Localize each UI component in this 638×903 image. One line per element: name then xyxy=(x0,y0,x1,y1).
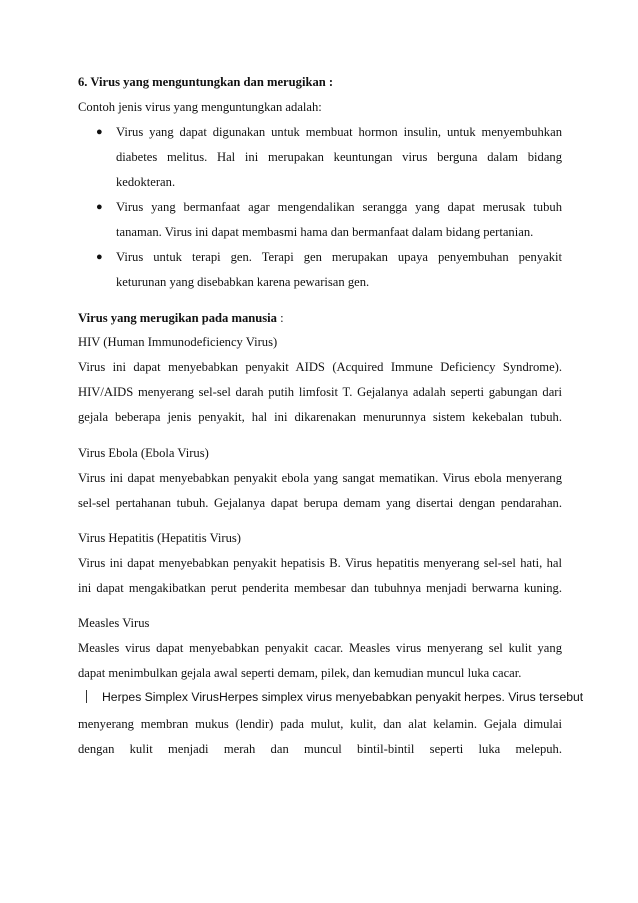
herpes-line-1: Herpes Simplex VirusHerpes simplex virus menyebabkan penyakit herpes. Virus tersebut xyxy=(102,690,584,704)
bullet-icon: ● xyxy=(96,251,103,263)
bullet-2-line-2: tanaman. Virus ini dapat membasmi hama dan bermanfaat dalam bidang pertanian. xyxy=(116,225,534,239)
hiv-line-3: gejala beberapa jenis penyakit, hal ini dikarenakan menurunnya sistem kekebalan tubuh. xyxy=(78,410,562,424)
hiv-line-1: Virus ini dapat menyebabkan penyakit AIDS (Acquired Immune Deficiency Syndrome). xyxy=(78,360,562,374)
herpes-line-2: menyerang membran mukus (lendir) pada mulut, kulit, dan alat kelamin. Gejala dimulai xyxy=(78,717,562,731)
bullet-3-line-2: keturunan yang disebabkan karena pewarisan gen. xyxy=(116,275,370,289)
harmful-heading-colon: : xyxy=(276,311,284,325)
bullet-2-line-1: Virus yang bermanfaat agar mengendalikan serangga yang dapat merusak tubuh xyxy=(116,200,562,214)
hiv-title: HIV (Human Immunodeficiency Virus) xyxy=(78,335,278,349)
bullet-1-line-1: Virus yang dapat digunakan untuk membuat hormon insulin, untuk menyembuhkan xyxy=(116,125,562,139)
bullet-icon: ● xyxy=(96,126,103,138)
harmful-heading-label: Virus yang merugikan pada manusia xyxy=(78,311,277,325)
bullet-icon: ● xyxy=(96,201,103,213)
ebola-line-1: Virus ini dapat menyebabkan penyakit ebola yang sangat mematikan. Virus ebola menyerang xyxy=(78,471,562,485)
harmful-heading xyxy=(78,310,562,326)
bullet-1-line-2: diabetes melitus. Hal ini merupakan keuntungan virus berguna dalam bidang xyxy=(116,150,562,164)
ebola-title: Virus Ebola (Ebola Virus) xyxy=(78,446,209,460)
measles-line-2: dapat menimbulkan gejala awal seperti demam, pilek, dan kemudian muncul luka cacar. xyxy=(78,666,522,680)
bullet-3-line-1: Virus untuk terapi gen. Terapi gen merupakan upaya penyembuhan penyakit xyxy=(116,250,562,264)
hepatitis-line-1: Virus ini dapat menyebabkan penyakit hepatisis B. Virus hepatitis menyerang sel-sel hati, hal xyxy=(78,556,562,570)
ebola-line-2: sel-sel pertahanan tubuh. Gejalanya dapat berupa demam yang disertai dengan pendarahan. xyxy=(78,496,562,510)
herpes-line-3: dengan kulit menjadi merah dan muncul bintil-bintil seperti luka melepuh. xyxy=(78,742,562,756)
section-heading: 6. Virus yang menguntungkan dan merugikan : xyxy=(78,75,334,89)
intro-text: Contoh jenis virus yang menguntungkan adalah: xyxy=(78,100,322,114)
measles-line-1: Measles virus dapat menyebabkan penyakit cacar. Measles virus menyerang sel kulit yang xyxy=(78,641,562,655)
list-marker xyxy=(86,690,87,703)
hepatitis-line-2: ini dapat mengakibatkan perut penderita membesar dan tubuhnya menjadi berwarna kuning. xyxy=(78,581,562,595)
hepatitis-title: Virus Hepatitis (Hepatitis Virus) xyxy=(78,531,241,545)
hiv-line-2: HIV/AIDS menyerang sel-sel darah putih limfosit T. Gejalanya adalah seperti gabungan dari xyxy=(78,385,562,399)
measles-title: Measles Virus xyxy=(78,616,150,630)
bullet-1-line-3: kedokteran. xyxy=(116,175,176,189)
